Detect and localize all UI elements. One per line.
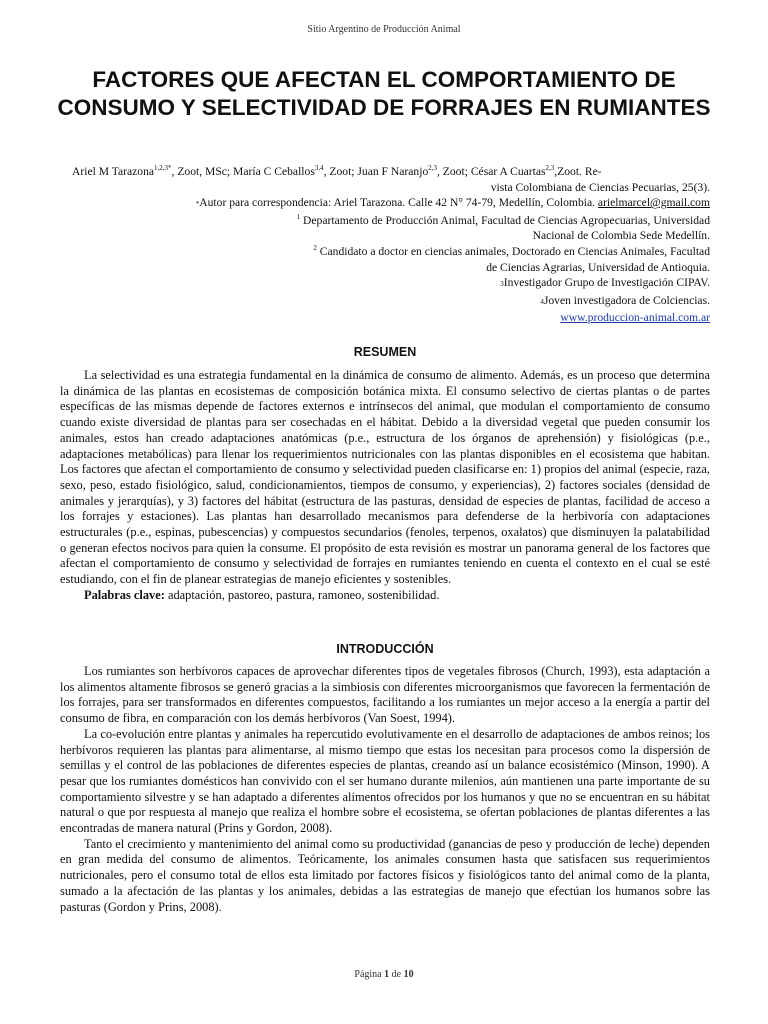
affiliation-2 [60,244,710,260]
affiliation-marker: 2,3 [545,164,555,173]
affiliation-text: Investigador Grupo de Investigación CIPAV. [503,276,710,290]
affiliation-text: Joven investigadora de Colciencias. [543,293,710,307]
affiliation-marker: 4 [540,297,544,306]
intro-paragraph: Tanto el crecimiento y mantenimiento del animal como su productividad (ganancias de peso y producción de leche) dependen en gran medida del consumo de alimentos. Teóricamente, los animales consumen hasta que satisfacen sus requerimientos nutricionales, pero el consumo total de ellos esta limitado por factores físicos y fisiológicos tanto del animal como de la planta, sumado a la afectación de las plantas y los animales, debidas a las estrategias de manejo que efectúan los humanos sobre las pasturas (Gordon y Prins, 2008). [60,836,710,914]
affiliation-marker: 1,2,3* [154,164,172,173]
author-text: ,Zoot. Re- [554,165,602,178]
resumen-body [60,368,710,604]
keywords-label: Palabras clave: [84,587,165,602]
affiliation-1-cont: Nacional de Colombia Sede Medellín. [532,229,710,243]
affiliation-text: Departamento de Producción Animal, Facultad de Ciencias Agropecuarias, Universidad [300,213,710,227]
affiliation-marker: 2 [313,244,317,253]
running-head: Sitio Argentino de Producción Animal [307,24,461,35]
keywords-line [60,588,710,604]
affiliation-4 [60,293,710,311]
intro-paragraph: La co-evolución entre plantas y animales ha repercutido evolutivamente en el desarrollo de adaptaciones de ambos reinos; los herbívoros requieren las plantas para alimentarse, al mismo tiempo que estas los necesitan para procesos como la dispersión de semillas y el control de las poblaciones de diferentes especies de plantas, creando así un balance ecosistémico (Minson, 1990). A pesar que los rumiantes domésticos han convivido con el ser humano durante milenios, aún mantienen una parte importante de su comportamiento silvestre y se han adaptado a diferentes alimentos ofrecidos por los humanos y que no se encuentran en su hábitat natural o que por respuesta al manejo que realiza el hombre sobre el ecosistema, se ofertan poblaciones de plantas diferentes a las encontradas de manera natural (Prins y Gordon, 2008). [60,726,710,836]
introduccion-heading: INTRODUCCIÓN [336,642,434,656]
affiliation-marker: 3 [500,280,504,289]
affiliation-marker: 1 [296,212,301,221]
author-name: Ariel M Tarazona [72,165,155,178]
affiliation-3 [60,275,710,293]
intro-paragraph: Los rumiantes son herbívoros capaces de aprovechar diferentes tipos de vegetales fibrosos (Church, 1993), esta adaptación a los alimentos altamente fibrosos se generó gracias a la simbiosis con diferentes microorganismos que favorecen la fermentación de los forrajes, para ser transformados en diferentes compuestos, facilitando a los rumiantes un mejor acceso a la energía a partir del consumo de fibra, en comparación con los demás herbívoros (Van Soest, 1994). [60,664,710,726]
of-label: de [389,969,404,980]
page-label: Página [354,969,385,980]
correspondence-line [60,195,710,213]
page-footer [0,969,768,980]
total-pages: 10 [403,969,414,980]
keywords-text: adaptación, pastoreo, pastura, ramoneo, sostenibilidad. [164,587,440,602]
affiliation-marker: 3,4 [314,164,324,173]
correspondence-marker: * [195,200,200,209]
website-line [60,310,710,326]
author-text: , Zoot; Juan F Naranjo [323,165,429,178]
affiliation-marker: 2,3 [428,164,437,173]
affiliation-1 [60,213,710,229]
paper-title: FACTORES QUE AFECTAN EL COMPORTAMIENTO DE CONSUMO Y SELECTIVIDAD DE FORRAJES EN RUMIANTES [57,67,711,120]
journal-line: vista Colombiana de Ciencias Pecuarias, 25(3). [490,180,710,194]
correspondence-text: Autor para correspondencia: Ariel Tarazona. Calle 42 N° 74-79, Medellín, Colombia. [199,196,598,210]
resumen-heading: RESUMEN [353,345,417,359]
affiliation-2-cont: de Ciencias Agrarias, Universidad de Antioquia. [486,260,710,274]
introduccion-body [60,664,710,915]
author-line [60,164,710,180]
author-text: , Zoot; César A Cuartas [437,165,546,178]
page-number: 1 [384,969,390,980]
email-link[interactable]: arielmarcel@gmail.com [597,196,710,210]
website-link[interactable]: www.produccion-animal.com.ar [560,311,710,325]
author-block [60,164,710,326]
resumen-paragraph: La selectividad es una estrategia fundamental en la dinámica de consumo de alimento. Además, es un proceso que determina la dinámica de las plantas en ecosistemas de composición botánica mixta. El consumo selectivo de ciertas plantas o de partes específicas de las mismas depende de factores externos e intrínsecos del animal, que modulan el comportamiento de consumo cuando existe diversidad de plantas para ser cosechadas en el hábitat. Debido a la diversidad vegetal que pueden consumir los animales, estos han creado adaptaciones anatómicas (p.e., estructura de los órganos de aprehensión) y fisiológicas (p.e., adaptaciones metabólicas) para llenar los requerimientos nutricionales con las plantas disponibles en el ecosistema que habitan. Los factores que afectan el comportamiento de consumo y selectividad pueden clasificarse en: 1) propios del animal (especie, raza, sexo, peso, estado fisiológico, salud, condicionamientos, tiempos de consumo, y experiencias), 2) factores sociales (densidad de animales y jerarquías), y 3) factores del hábitat (estructura de las pasturas, densidad de especies de plantas, facilidad de acceso a los forrajes y estaciones). Las plantas han desarrollado mecanismos para defenderse de la herbivoría con adaptaciones estructurales (p.e., espinas, pubescencias) y compuestos secundarios (fenoles, terpenos, oxalatos) que disminuyen la palatabilidad o generan efectos nocivos para quien la consume. El propósito de esta revisión es mostrar un panorama general de los factores que afectan el comportamiento de consumo y selectividad de forrajes en rumiantes teniendo en cuenta el contexto en el cual se esté estudiando, con el fin de planear estrategias de manejo eficientes y sostenibles. [60,368,710,587]
author-text: , Zoot, MSc; María C Ceballos [171,165,315,178]
affiliation-text: Candidato a doctor en ciencias animales, Doctorado en Ciencias Animales, Facultad [316,244,710,258]
